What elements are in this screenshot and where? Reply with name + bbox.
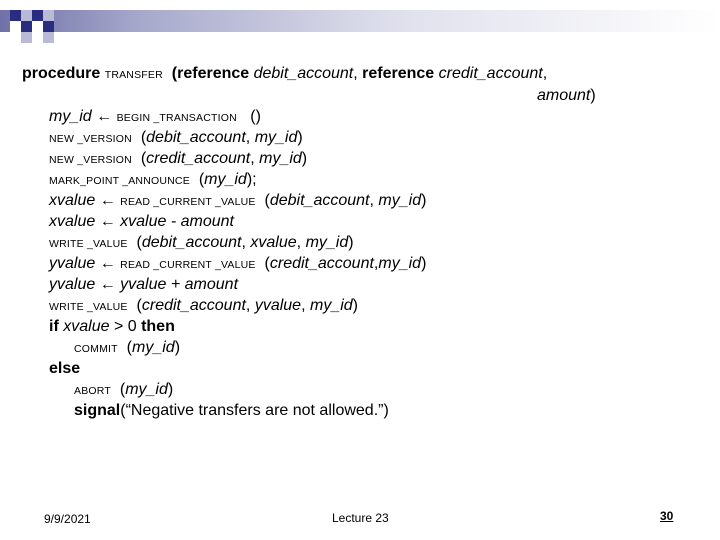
fn-name: READ _CURRENT _VALUE (120, 259, 256, 271)
param-amount: amount (537, 87, 591, 104)
paren: ( (126, 339, 132, 356)
paren: ( (198, 171, 205, 188)
code-line-17 (74, 401, 389, 421)
paren: ( (140, 129, 147, 146)
paren: ) (352, 297, 358, 314)
assign-arrow: ← (99, 213, 116, 230)
slide-number: 30 (660, 509, 674, 523)
keyword-else: else (49, 360, 81, 377)
fn-name: COMMIT (74, 343, 118, 355)
paren: ) (174, 339, 181, 356)
condition: > 0 (113, 318, 137, 335)
fn-name: ABORT (74, 385, 111, 397)
punct: , (301, 297, 306, 314)
keyword-if: if (49, 318, 59, 335)
arg: my_id (378, 192, 422, 209)
arg: my_id (254, 129, 298, 146)
paren: ) (421, 255, 427, 272)
paren: ) (297, 129, 303, 146)
code-line-2 (537, 86, 596, 106)
paren: ( (136, 297, 142, 314)
expr: xvalue - amount (120, 213, 234, 230)
code-line-8 (49, 212, 234, 232)
code-line-13 (49, 317, 175, 337)
assign-arrow: ← (96, 108, 113, 125)
assign-arrow: ← (99, 276, 116, 293)
code-line-3 (49, 107, 261, 128)
code-line-4 (49, 128, 303, 149)
fn-name: WRITE _VALUE (49, 238, 128, 250)
paren: ( (119, 381, 126, 398)
fn-name: BEGIN _TRANSACTION (116, 112, 237, 124)
arg: my_id (259, 150, 302, 167)
signal-message: “Negative transfers are not allowed.” (125, 402, 384, 419)
arg: credit_account (146, 150, 251, 167)
paren: ( (264, 192, 270, 209)
punct: , (542, 65, 548, 82)
arg: xvalue (250, 234, 297, 251)
paren: ( (136, 234, 142, 251)
fn-name: NEW _VERSION (49, 133, 132, 145)
paren: ( (171, 65, 178, 82)
paren: ( (140, 150, 147, 167)
fn-name: MARK_POINT _ANNOUNCE (49, 175, 190, 187)
keyword-procedure: procedure (22, 65, 101, 82)
code-line-11 (49, 275, 238, 295)
code-line-5 (49, 149, 307, 170)
code-line-7 (49, 191, 426, 212)
arg: my_id (378, 255, 422, 272)
paren: ( (264, 255, 270, 272)
arg: my_id (309, 297, 353, 314)
punct: , (296, 234, 302, 251)
keyword-signal: signal (74, 402, 121, 419)
footer-date: 9/9/2021 (44, 512, 91, 526)
arg: my_id (125, 381, 168, 398)
var: xvalue (63, 318, 110, 335)
code-line-1 (22, 64, 547, 85)
var: yvalue (49, 255, 96, 272)
var: my_id (49, 108, 92, 125)
paren: ) (383, 402, 389, 419)
punct: , (245, 297, 251, 314)
paren: ) (348, 234, 354, 251)
var: xvalue (49, 213, 96, 230)
keyword-then: then (141, 318, 175, 335)
arg: debit_account (269, 192, 370, 209)
arg: my_id (305, 234, 349, 251)
code-line-16 (74, 380, 173, 401)
procedure-name: TRANSFER (104, 69, 163, 81)
code-line-14 (74, 338, 180, 359)
arg: debit_account (146, 129, 246, 146)
paren: ) (301, 150, 308, 167)
punct: , (369, 192, 374, 209)
punct: , (353, 65, 358, 82)
fn-name: WRITE _VALUE (49, 301, 128, 313)
arg: debit_account (141, 234, 242, 251)
paren: ) (167, 381, 174, 398)
param-debit-account: debit_account (253, 65, 354, 82)
fn-name: NEW _VERSION (49, 154, 132, 166)
arg: credit_account (269, 255, 374, 272)
code-line-15 (49, 359, 80, 379)
paren: ); (246, 171, 257, 188)
paren: ) (421, 192, 427, 209)
assign-arrow: ← (99, 192, 116, 209)
var: yvalue (49, 276, 96, 293)
punct: , (373, 255, 379, 272)
code-line-6 (49, 170, 257, 191)
code-line-12 (49, 296, 358, 317)
param-credit-account: credit_account (438, 65, 543, 82)
fn-name: READ _CURRENT _VALUE (120, 196, 256, 208)
punct: , (250, 150, 255, 167)
punct: , (241, 234, 246, 251)
assign-arrow: ← (99, 255, 116, 272)
footer-title: Lecture 23 (332, 511, 389, 525)
expr: yvalue + amount (120, 276, 239, 293)
keyword-reference: reference (177, 65, 250, 82)
keyword-reference: reference (362, 65, 435, 82)
arg: my_id (204, 171, 247, 188)
paren: ( (120, 402, 126, 419)
args: () (250, 108, 261, 125)
paren: ) (590, 87, 596, 104)
code-line-10 (49, 254, 426, 275)
code-line-9 (49, 233, 354, 254)
arg: credit_account (141, 297, 246, 314)
arg: my_id (132, 339, 175, 356)
punct: , (245, 129, 251, 146)
var: xvalue (49, 192, 96, 209)
arg: yvalue (254, 297, 302, 314)
